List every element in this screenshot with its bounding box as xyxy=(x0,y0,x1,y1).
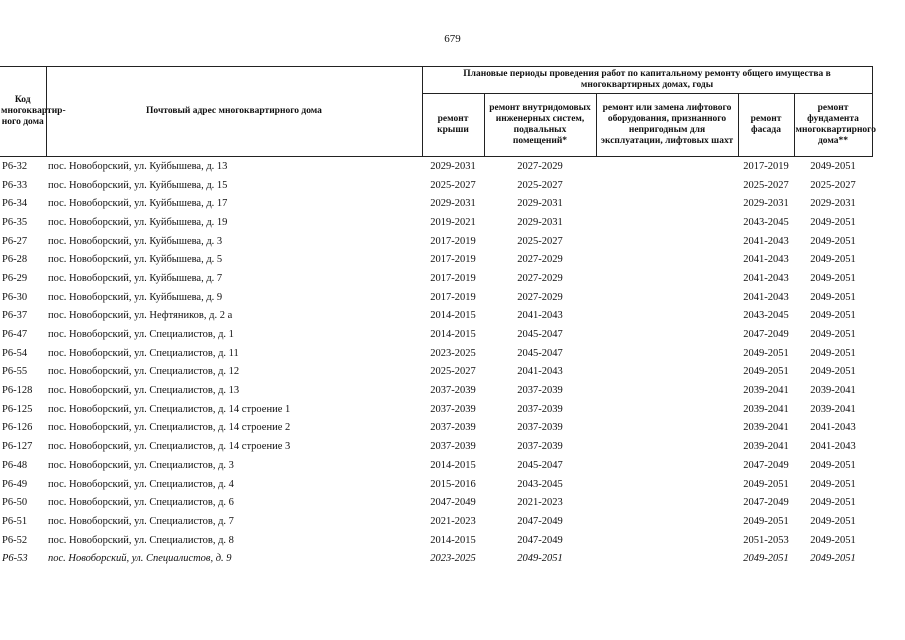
cell-foundation: 2049-2051 xyxy=(810,310,856,322)
cell-roof: 2037-2039 xyxy=(430,441,476,453)
header-systems: ремонт внутридомовых инженерных систем, подвальных помещений* xyxy=(484,94,596,157)
cell-facade: 2049-2051 xyxy=(743,347,789,359)
cell-systems: 2043-2045 xyxy=(517,478,563,490)
cell-systems: 2047-2049 xyxy=(517,515,563,527)
cell-roof: 2029-2031 xyxy=(430,198,476,210)
cell-elevator xyxy=(596,381,738,400)
table-row xyxy=(0,307,872,326)
table-row xyxy=(0,250,872,269)
header-elevator: ремонт или замена лифтового оборудования, признанного непригодным для эксплуатации, лифтовых шахт xyxy=(596,94,738,157)
cell-code: P6-29 xyxy=(2,272,28,284)
cell-elevator xyxy=(596,288,738,307)
cell-foundation: 2049-2051 xyxy=(810,553,856,565)
cell-roof: 2017-2019 xyxy=(430,235,476,247)
table-row xyxy=(0,325,872,344)
table-row xyxy=(0,157,872,176)
cell-code: P6-49 xyxy=(2,478,28,490)
cell-code: P6-50 xyxy=(2,497,28,509)
cell-facade: 2039-2041 xyxy=(743,441,789,453)
cell-systems: 2027-2029 xyxy=(517,160,563,172)
cell-facade: 2041-2043 xyxy=(743,272,789,284)
cell-facade: 2041-2043 xyxy=(743,235,789,247)
cell-code: P6-52 xyxy=(2,534,28,546)
cell-facade: 2025-2027 xyxy=(743,179,789,191)
cell-foundation: 2049-2051 xyxy=(810,272,856,284)
cell-systems: 2027-2029 xyxy=(517,272,563,284)
cell-roof: 2014-2015 xyxy=(430,329,476,341)
cell-foundation: 2049-2051 xyxy=(810,515,856,527)
cell-elevator xyxy=(596,213,738,232)
cell-elevator xyxy=(596,250,738,269)
cell-address: пос. Новоборский, ул. Специалистов, д. 14 строение 3 xyxy=(48,441,291,453)
cell-elevator xyxy=(596,269,738,288)
cell-code: P6-127 xyxy=(2,441,33,453)
table-row xyxy=(0,493,872,512)
cell-facade: 2051-2053 xyxy=(743,534,789,546)
header-code: Код многоквартир-ного дома xyxy=(0,67,46,157)
header-periods-group: Плановые периоды проведения работ по капитальному ремонту общего имущества в многоквартирных домах, годы xyxy=(422,67,872,94)
cell-roof: 2014-2015 xyxy=(430,310,476,322)
cell-address: пос. Новоборский, ул. Специалистов, д. 13 xyxy=(48,385,240,397)
cell-foundation: 2049-2051 xyxy=(810,347,856,359)
cell-code: P6-51 xyxy=(2,515,28,527)
cell-code: P6-126 xyxy=(2,422,33,434)
table-body xyxy=(0,157,872,568)
cell-roof: 2017-2019 xyxy=(430,291,476,303)
table-row xyxy=(0,213,872,232)
cell-roof: 2023-2025 xyxy=(430,553,476,565)
cell-elevator xyxy=(596,493,738,512)
cell-address: пос. Новоборский, ул. Специалистов, д. 14 строение 1 xyxy=(48,403,291,415)
table-row xyxy=(0,288,872,307)
cell-address: пос. Новоборский, ул. Куйбышева, д. 13 xyxy=(48,160,228,172)
header-address: Почтовый адрес многоквартирного дома xyxy=(46,67,422,157)
cell-roof: 2037-2039 xyxy=(430,385,476,397)
cell-foundation: 2029-2031 xyxy=(810,198,856,210)
cell-roof: 2029-2031 xyxy=(430,160,476,172)
cell-address: пос. Новоборский, ул. Куйбышева, д. 3 xyxy=(48,235,223,247)
table-row xyxy=(0,456,872,475)
table-row xyxy=(0,512,872,531)
cell-facade: 2047-2049 xyxy=(743,497,789,509)
cell-facade: 2043-2045 xyxy=(743,310,789,322)
cell-foundation: 2049-2051 xyxy=(810,459,856,471)
cell-systems: 2045-2047 xyxy=(517,347,563,359)
cell-code: P6-32 xyxy=(2,160,28,172)
table-row xyxy=(0,400,872,419)
cell-roof: 2037-2039 xyxy=(430,403,476,415)
cell-facade: 2041-2043 xyxy=(743,254,789,266)
cell-roof: 2017-2019 xyxy=(430,272,476,284)
cell-elevator xyxy=(596,232,738,251)
cell-elevator xyxy=(596,400,738,419)
cell-roof: 2015-2016 xyxy=(430,478,476,490)
cell-code: P6-47 xyxy=(2,329,28,341)
cell-foundation: 2049-2051 xyxy=(810,235,856,247)
cell-elevator xyxy=(596,475,738,494)
table-row xyxy=(0,269,872,288)
cell-facade: 2029-2031 xyxy=(743,198,789,210)
table-row xyxy=(0,549,872,568)
cell-systems: 2041-2043 xyxy=(517,366,563,378)
cell-address: пос. Новоборский, ул. Куйбышева, д. 15 xyxy=(48,179,228,191)
cell-code: P6-55 xyxy=(2,366,28,378)
cell-systems: 2025-2027 xyxy=(517,235,563,247)
cell-elevator xyxy=(596,512,738,531)
cell-foundation: 2049-2051 xyxy=(810,478,856,490)
cell-elevator xyxy=(596,194,738,213)
cell-code: P6-128 xyxy=(2,385,33,397)
cell-address: пос. Новоборский, ул. Куйбышева, д. 7 xyxy=(48,272,223,284)
cell-roof: 2014-2015 xyxy=(430,534,476,546)
cell-roof: 2023-2025 xyxy=(430,347,476,359)
table-header xyxy=(0,66,877,157)
cell-elevator xyxy=(596,176,738,195)
page-number: 679 xyxy=(444,33,461,45)
cell-address: пос. Новоборский, ул. Специалистов, д. 8 xyxy=(48,534,234,546)
cell-systems: 2037-2039 xyxy=(517,385,563,397)
cell-systems: 2041-2043 xyxy=(517,310,563,322)
cell-elevator xyxy=(596,157,738,176)
cell-elevator xyxy=(596,344,738,363)
cell-elevator xyxy=(596,325,738,344)
cell-address: пос. Новоборский, ул. Специалистов, д. 9 xyxy=(48,553,232,565)
cell-roof: 2025-2027 xyxy=(430,366,476,378)
cell-roof: 2025-2027 xyxy=(430,179,476,191)
cell-foundation: 2041-2043 xyxy=(810,441,856,453)
table-row xyxy=(0,475,872,494)
cell-foundation: 2049-2051 xyxy=(810,254,856,266)
cell-address: пос. Новоборский, ул. Специалистов, д. 7 xyxy=(48,515,234,527)
cell-address: пос. Новоборский, ул. Куйбышева, д. 5 xyxy=(48,254,223,266)
cell-code: P6-37 xyxy=(2,310,28,322)
cell-elevator xyxy=(596,419,738,438)
header-foundation: ремонт фундамента многоквартирного дома** xyxy=(794,94,872,157)
cell-systems: 2025-2027 xyxy=(517,179,563,191)
cell-roof: 2021-2023 xyxy=(430,515,476,527)
cell-code: P6-54 xyxy=(2,347,28,359)
cell-facade: 2039-2041 xyxy=(743,385,789,397)
cell-foundation: 2049-2051 xyxy=(810,366,856,378)
cell-facade: 2039-2041 xyxy=(743,422,789,434)
table-row xyxy=(0,232,872,251)
cell-elevator xyxy=(596,549,738,568)
cell-foundation: 2049-2051 xyxy=(810,216,856,228)
cell-address: пос. Новоборский, ул. Специалистов, д. 6 xyxy=(48,497,234,509)
cell-address: пос. Новоборский, ул. Специалистов, д. 11 xyxy=(48,347,239,359)
cell-facade: 2041-2043 xyxy=(743,291,789,303)
table-row xyxy=(0,176,872,195)
cell-facade: 2017-2019 xyxy=(743,160,789,172)
cell-systems: 2021-2023 xyxy=(517,497,563,509)
table-row xyxy=(0,419,872,438)
cell-code: P6-35 xyxy=(2,216,28,228)
cell-foundation: 2049-2051 xyxy=(810,497,856,509)
cell-elevator xyxy=(596,531,738,550)
cell-address: пос. Новоборский, ул. Специалистов, д. 1 xyxy=(48,329,234,341)
table-row xyxy=(0,363,872,382)
cell-code: P6-30 xyxy=(2,291,28,303)
table-row xyxy=(0,381,872,400)
cell-systems: 2037-2039 xyxy=(517,403,563,415)
table-row xyxy=(0,344,872,363)
cell-address: пос. Новоборский, ул. Специалистов, д. 4 xyxy=(48,478,234,490)
cell-foundation: 2039-2041 xyxy=(810,385,856,397)
header-roof: ремонт крыши xyxy=(422,94,484,157)
cell-systems: 2029-2031 xyxy=(517,198,563,210)
cell-code: P6-34 xyxy=(2,198,28,210)
cell-facade: 2039-2041 xyxy=(743,403,789,415)
cell-code: P6-27 xyxy=(2,235,28,247)
cell-foundation: 2041-2043 xyxy=(810,422,856,434)
cell-facade: 2049-2051 xyxy=(743,515,789,527)
table-row xyxy=(0,194,872,213)
table-row xyxy=(0,531,872,550)
cell-address: пос. Новоборский, ул. Куйбышева, д. 19 xyxy=(48,216,228,228)
cell-roof: 2014-2015 xyxy=(430,459,476,471)
cell-address: пос. Новоборский, ул. Специалистов, д. 12 xyxy=(48,366,240,378)
cell-roof: 2047-2049 xyxy=(430,497,476,509)
cell-elevator xyxy=(596,456,738,475)
cell-facade: 2043-2045 xyxy=(743,216,789,228)
cell-elevator xyxy=(596,307,738,326)
cell-facade: 2049-2051 xyxy=(743,553,789,565)
cell-code: P6-53 xyxy=(2,553,28,565)
cell-address: пос. Новоборский, ул. Специалистов, д. 14 строение 2 xyxy=(48,422,291,434)
cell-address: пос. Новоборский, ул. Куйбышева, д. 9 xyxy=(48,291,223,303)
cell-code: P6-28 xyxy=(2,254,28,266)
cell-systems: 2045-2047 xyxy=(517,329,563,341)
cell-code: P6-48 xyxy=(2,459,28,471)
table-row xyxy=(0,437,872,456)
cell-facade: 2047-2049 xyxy=(743,329,789,341)
cell-roof: 2017-2019 xyxy=(430,254,476,266)
cell-roof: 2037-2039 xyxy=(430,422,476,434)
cell-systems: 2045-2047 xyxy=(517,459,563,471)
cell-code: P6-125 xyxy=(2,403,33,415)
cell-elevator xyxy=(596,437,738,456)
cell-facade: 2049-2051 xyxy=(743,366,789,378)
cell-facade: 2047-2049 xyxy=(743,459,789,471)
cell-foundation: 2025-2027 xyxy=(810,179,856,191)
cell-systems: 2029-2031 xyxy=(517,216,563,228)
header-facade: ремонт фасада xyxy=(738,94,794,157)
cell-foundation: 2049-2051 xyxy=(810,534,856,546)
cell-systems: 2037-2039 xyxy=(517,441,563,453)
cell-foundation: 2049-2051 xyxy=(810,160,856,172)
cell-systems: 2027-2029 xyxy=(517,291,563,303)
cell-address: пос. Новоборский, ул. Нефтяников, д. 2 а xyxy=(48,310,233,322)
cell-elevator xyxy=(596,363,738,382)
cell-facade: 2049-2051 xyxy=(743,478,789,490)
cell-systems: 2049-2051 xyxy=(517,553,563,565)
data-table xyxy=(0,157,872,568)
cell-foundation: 2039-2041 xyxy=(810,403,856,415)
cell-foundation: 2049-2051 xyxy=(810,329,856,341)
cell-systems: 2027-2029 xyxy=(517,254,563,266)
cell-systems: 2047-2049 xyxy=(517,534,563,546)
cell-code: P6-33 xyxy=(2,179,28,191)
cell-systems: 2037-2039 xyxy=(517,422,563,434)
cell-address: пос. Новоборский, ул. Специалистов, д. 3 xyxy=(48,459,234,471)
cell-address: пос. Новоборский, ул. Куйбышева, д. 17 xyxy=(48,198,228,210)
cell-foundation: 2049-2051 xyxy=(810,291,856,303)
cell-roof: 2019-2021 xyxy=(430,216,476,228)
